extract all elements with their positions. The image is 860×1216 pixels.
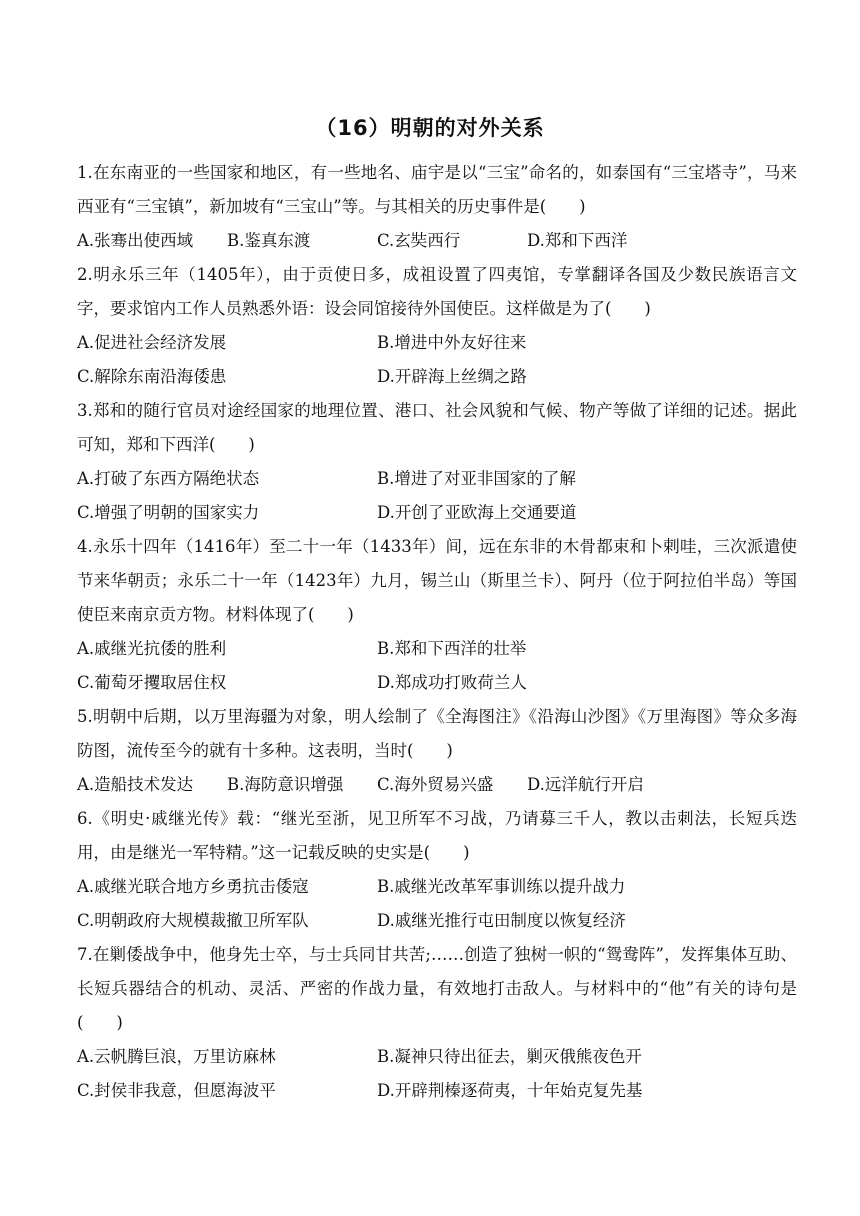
option-b: B.凝神只待出征去，剿灭俄熊夜色开 (377, 1047, 642, 1066)
option-d: D.郑成功打败荷兰人 (377, 673, 527, 692)
options-row (77, 496, 797, 530)
question-4 (77, 530, 797, 700)
option-c: C.增强了明朝的国家实力 (77, 503, 260, 522)
question-1 (77, 156, 797, 258)
option-a: A.张骞出使西域 (77, 231, 194, 250)
option-a: A.戚继光联合地方乡勇抗击倭寇 (77, 877, 309, 896)
option-b: B.海防意识增强 (227, 775, 344, 794)
options-row (77, 1074, 797, 1108)
option-b: B.增进中外友好往来 (377, 333, 527, 352)
question-stem: 5.明朝中后期，以万里海疆为对象，明人绘制了《全海图注》《沿海山沙图》《万里海图》等众多海防图，流传至今的就有十多种。这表明，当时( ) (77, 707, 797, 760)
question-stem: 1.在东南亚的一些国家和地区，有一些地名、庙宇是以“三宝”命名的，如泰国有“三宝塔寺”，马来西亚有“三宝镇”，新加坡有“三宝山”等。与其相关的历史事件是( ) (77, 163, 797, 216)
question-5 (77, 700, 797, 802)
options-row (77, 768, 797, 802)
option-d: D.远洋航行开启 (527, 775, 644, 794)
option-c: C.海外贸易兴盛 (377, 775, 494, 794)
question-2 (77, 258, 797, 394)
question-3 (77, 394, 797, 530)
question-6 (77, 802, 797, 938)
option-d: D.开辟海上丝绸之路 (377, 367, 527, 386)
options-row (77, 666, 797, 700)
option-d: D.戚继光推行屯田制度以恢复经济 (377, 911, 626, 930)
option-b: B.鉴真东渡 (227, 231, 311, 250)
option-c: C.玄奘西行 (377, 231, 461, 250)
question-stem: 2.明永乐三年（1405年），由于贡使日多，成祖设置了四夷馆，专掌翻译各国及少数民族语言文字，要求馆内工作人员熟悉外语：设会同馆接待外国使臣。这样做是为了( ) (77, 265, 797, 318)
question-list (77, 156, 797, 1108)
option-a: A.戚继光抗倭的胜利 (77, 639, 227, 658)
options-row (77, 224, 797, 258)
option-c: C.封侯非我意，但愿海波平 (77, 1081, 276, 1100)
option-d: D.开辟荆榛逐荷夷，十年始克复先基 (377, 1081, 643, 1100)
option-b: B.戚继光改革军事训练以提升战力 (377, 877, 626, 896)
option-d: D.开创了亚欧海上交通要道 (377, 503, 577, 522)
question-stem: 3.郑和的随行官员对途经国家的地理位置、港口、社会风貌和气候、物产等做了详细的记述。据此可知，郑和下西洋( ) (77, 401, 797, 454)
question-stem: 6.《明史·戚继光传》载：“继光至浙，见卫所军不习战，乃请募三千人，教以击刺法，长短兵迭用，由是继光一军特精。”这一记载反映的史实是( ) (77, 809, 797, 862)
option-b: B.郑和下西洋的壮举 (377, 639, 527, 658)
options-row (77, 462, 797, 496)
page-title: （16）明朝的对外关系 (315, 116, 545, 140)
option-d: D.郑和下西洋 (527, 231, 628, 250)
option-a: A.云帆腾巨浪，万里访麻林 (77, 1047, 276, 1066)
options-row (77, 870, 797, 904)
option-a: A.造船技术发达 (77, 775, 194, 794)
option-b: B.增进了对亚非国家的了解 (377, 469, 576, 488)
option-c: C.葡萄牙攫取居住权 (77, 673, 227, 692)
options-row (77, 632, 797, 666)
options-row (77, 904, 797, 938)
question-7 (77, 938, 797, 1108)
option-a: A.打破了东西方隔绝状态 (77, 469, 260, 488)
options-row (77, 326, 797, 360)
option-c: C.解除东南沿海倭患 (77, 367, 227, 386)
question-stem: 4.永乐十四年（1416年）至二十一年（1433年）间，远在东非的木骨都束和卜剌哇，三次派遣使节来华朝贡；永乐二十一年（1423年）九月，锡兰山（斯里兰卡）、阿丹（位于阿拉伯半岛）等国使臣来南京贡方物。材料体现了( ) (77, 537, 797, 624)
question-stem: 7.在剿倭战争中，他身先士卒，与士兵同甘共苦;……创造了独树一帜的“鸳鸯阵”，发挥集体互助、长短兵器结合的机动、灵活、严密的作战力量，有效地打击敌人。与材料中的“他”有关的诗句是( ) (77, 945, 797, 1032)
options-row (77, 360, 797, 394)
options-row (77, 1040, 797, 1074)
option-a: A.促进社会经济发展 (77, 333, 227, 352)
option-c: C.明朝政府大规模裁撤卫所军队 (77, 911, 309, 930)
